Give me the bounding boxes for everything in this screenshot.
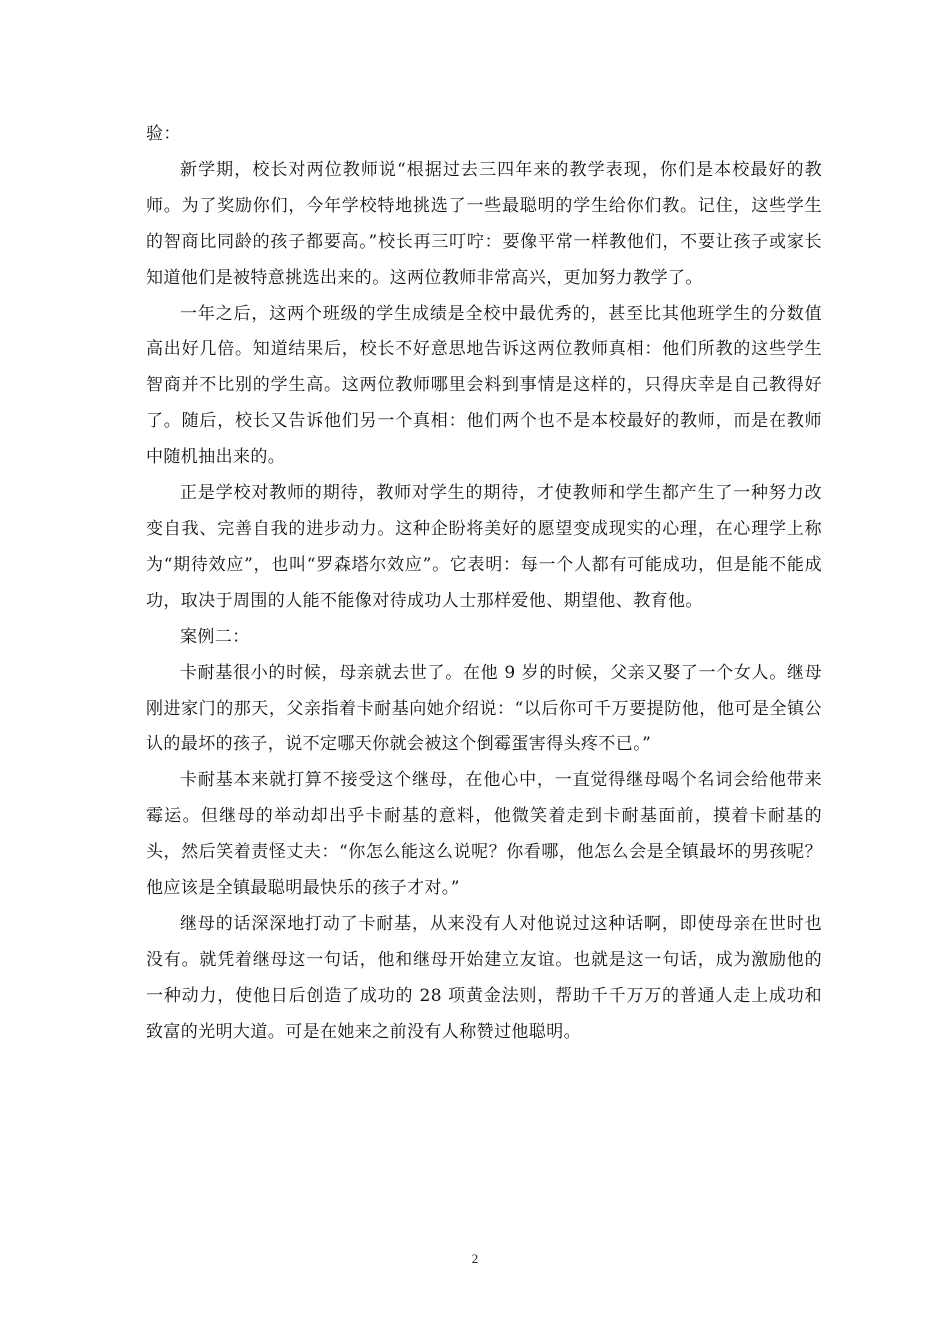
case-two-heading: 案例二： [180, 626, 250, 647]
page-number: 2 [471, 1251, 479, 1266]
paragraph-new-semester: 新学期，校长对两位教师说“根据过去三四年来的教学表现，你们是本校最好的教师。为了奖励你们，今年学校特地挑选了一些最聪明的学生给你们教。记住，这些学生的智商比同龄的孩子都要高。”校长再三叮咛：要像平常一样教他们，不要让孩子或家长知道他们是被特意挑选出来的。这两位教师非常高兴，更加努力教学了。 [146, 159, 822, 288]
paragraph-one-year-later: 一年之后，这两个班级的学生成绩是全校中最优秀的，甚至比其他班学生的分数值高出好几倍。知道结果后，校长不好意思地告诉这两位教师真相：他们所教的这些学生智商并不比别的学生高。这两位教师哪里会料到事情是这样的，只得庆幸是自己教得好了。随后，校长又告诉他们另一个真相：他们两个也不是本校最好的教师，而是在教师中随机抽出来的。 [146, 303, 822, 468]
body-text [146, 117, 822, 1051]
paragraph-expectation-effect: 正是学校对教师的期待，教师对学生的期待，才使教师和学生都产生了一种努力改变自我、完善自我的进步动力。这种企盼将美好的愿望变成现实的心理，在心理学上称为“期待效应”，也叫“罗森塔尔效应”。它表明：每一个人都有可能成功，但是能不能成功，取决于周围的人能不能像对待成功人士那样爱他、期望他、教育他。 [146, 483, 822, 611]
paragraph-carnegie-childhood: 卡耐基很小的时候，母亲就去世了。在他 9 岁的时候，父亲又娶了一个女人。继母刚进家门的那天，父亲指着卡耐基向她介绍说：“以后你可千万要提防他，他可是全镇公认的最坏的孩子，说不定哪天你就会被这个倒霉蛋害得头疼不已。” [146, 662, 822, 755]
paragraph-fragment-verify: 验： [146, 124, 181, 144]
paragraph-stepmother-reaction: 卡耐基本来就打算不接受这个继母，在他心中，一直觉得继母喝个名词会给他带来霉运。但继母的举动却出乎卡耐基的意料，他微笑着走到卡耐基面前，摸着卡耐基的头，然后笑着责怪丈夫：“你怎么能这么说呢？你看哪，他怎么会是全镇最坏的男孩呢？他应该是全镇最聪明最快乐的孩子才对。” [146, 770, 822, 899]
paragraph-stepmother-words: 继母的话深深地打动了卡耐基，从来没有人对他说过这种话啊，即使母亲在世时也没有。就凭着继母这一句话，他和继母开始建立友谊。也就是这一句话，成为激励他的一种动力，使他日后创造了成功的 28 项黄金法则，帮助千千万万的普通人走上成功和致富的光明大道。可是在她来之前没有人称赞过他聪明。 [146, 913, 822, 1042]
